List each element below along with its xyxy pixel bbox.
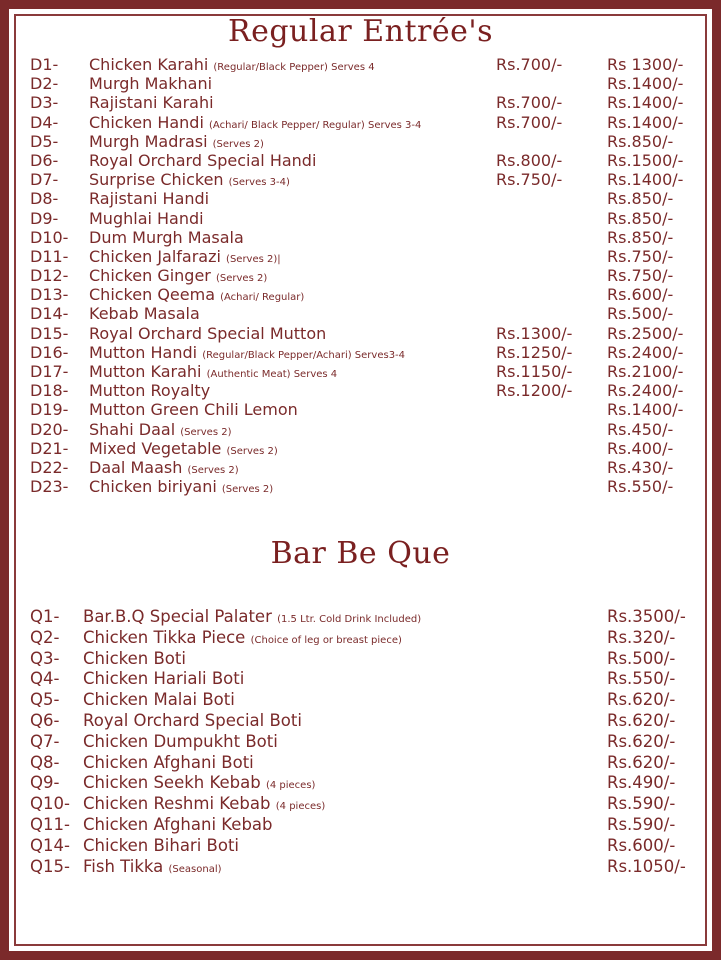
item-name-text: Chicken Ginger [89,266,211,286]
item-name-text: Chicken Karahi [89,55,209,74]
item-price-full: Rs.2400/- [607,381,684,401]
menu-item-row [0,439,721,458]
item-code: D18- [30,381,69,401]
item-name [83,856,222,880]
item-name-text: Daal Maash [89,457,183,477]
menu-item-row [0,209,721,228]
item-price: Rs.620/- [607,710,676,730]
item-note: (Serves 2) [226,445,278,457]
item-note: (Serves 2) [221,484,274,496]
section-title-entrees: Regular Entrée's [228,14,493,49]
menu-item-row [0,93,721,112]
item-name-text: Shahi Daal [89,419,176,439]
menu-item-row [0,772,721,793]
item-price-half: Rs.1200/- [496,381,573,401]
item-name-text: Rajistani Karahi [89,93,214,113]
item-code: Q14- [30,835,70,855]
item-code: D13- [30,285,69,305]
item-code: D10- [30,227,69,247]
item-name [89,477,273,499]
item-note: (Achari/ Black Pepper/ Regular) Serves 3-4 [209,119,422,131]
menu-item-row [0,304,721,323]
item-name-text: Mutton Karahi [89,362,202,381]
item-name-text: Chicken Qeema [89,285,215,305]
item-name-text: Mutton Handi [89,342,198,362]
item-code: D12- [30,266,69,286]
item-code: D5- [30,131,59,151]
item-price: Rs.620/- [607,690,676,710]
menu-item-row [0,856,721,877]
item-price-full: Rs.850/- [607,131,674,151]
menu-item-row [0,324,721,343]
menu-item-row [0,266,721,285]
item-price-half: Rs.700/- [496,55,563,74]
menu-item-row [0,752,721,773]
item-price-full: Rs.1400/- [607,170,684,190]
menu-item-row [0,381,721,400]
item-price-full: Rs.450/- [607,419,674,439]
item-price: Rs.590/- [607,794,676,814]
item-price-full: Rs.850/- [607,227,674,247]
item-price: Rs.620/- [607,752,676,772]
item-price: Rs.590/- [607,814,676,834]
menu-item-row [0,151,721,170]
item-price-half: Rs.750/- [496,170,563,190]
item-code: Q15- [30,856,70,876]
item-code: Q7- [30,731,60,751]
item-note: (4 pieces) [275,801,326,813]
item-price-full: Rs.430/- [607,457,674,477]
item-code: D17- [30,362,69,381]
item-price: Rs.600/- [607,835,676,855]
item-note: (Serves 2)| [226,253,281,265]
item-name-text: Chicken Jalfarazi [89,246,221,266]
menu-item-row [0,731,721,752]
item-code: D3- [30,93,59,113]
item-name-text: Chicken biriyani [89,477,217,497]
item-price: Rs.490/- [607,773,676,793]
item-code: Q8- [30,752,60,772]
item-price-full: Rs.750/- [607,266,674,286]
item-name-text: Fish Tikka [83,856,164,876]
item-code: Q4- [30,669,60,689]
item-price-half: Rs.800/- [496,150,563,170]
menu-item-row [0,814,721,835]
item-name-text: Dum Murgh Masala [89,227,244,247]
menu-item-row [0,400,721,419]
item-name-text: Bar.B.Q Special Palater [83,607,272,626]
entree-list [0,55,721,496]
item-note: (Serves 2) [215,273,268,285]
item-name-text: Chicken Afghani Kebab [83,814,273,834]
item-code: D9- [30,208,59,228]
menu-item-row [0,793,721,814]
item-name-text: Surprise Chicken [89,170,224,190]
item-note: (Serves 2) [212,138,264,150]
menu-item-row [0,627,721,648]
item-note: (Authentic Meat) Serves 4 [206,369,338,380]
menu-item-row [0,247,721,266]
item-note: (Regular/Black Pepper/Achari) Serves3-4 [202,349,406,361]
item-name-text: Rajistani Handi [89,189,210,209]
item-name-text: Mutton Green Chili Lemon [89,400,298,420]
menu-item-row [0,74,721,93]
item-code: D11- [30,246,69,266]
item-price: Rs.3500/- [607,607,686,626]
item-name-text: Murgh Makhani [89,74,213,94]
menu-item-row [0,228,721,247]
item-price-full: Rs 1300/- [607,55,684,74]
item-name-text: Mutton Royalty [89,381,211,401]
item-name-text: Chicken Afghani Boti [83,752,254,772]
menu-item-row [0,362,721,381]
item-code: Q9- [30,773,60,793]
item-name-text: Chicken Bihari Boti [83,835,240,855]
item-name-text: Royal Orchard Special Mutton [89,323,327,343]
item-name-text: Chicken Tikka Piece [83,627,246,647]
item-code: Q2- [30,627,60,647]
item-code: D14- [30,304,69,324]
menu-item-row [0,710,721,731]
item-note: (Achari/ Regular) [220,292,305,304]
item-code: D4- [30,112,59,132]
item-name-text: Royal Orchard Special Boti [83,710,302,730]
item-name-text: Chicken Malai Boti [83,690,235,710]
item-price-full: Rs.550/- [607,477,674,497]
item-name-text: Kebab Masala [89,304,200,324]
item-price-half: Rs.700/- [496,112,563,132]
menu-item-row [0,606,721,627]
item-price: Rs.1050/- [607,856,686,876]
item-name-text: Mixed Vegetable [89,438,222,458]
item-name-text: Chicken Boti [83,648,186,668]
item-code: Q11- [30,814,70,834]
item-code: Q10- [30,794,70,814]
item-price-full: Rs.400/- [607,438,674,458]
menu-item-row [0,477,721,496]
item-price-full: Rs.850/- [607,208,674,228]
item-price-half: Rs.1300/- [496,323,573,343]
item-code: D22- [30,457,69,477]
item-price-full: Rs.1500/- [607,150,684,170]
item-code: Q3- [30,648,60,668]
menu-item-row [0,420,721,439]
item-price-half: Rs.1250/- [496,342,573,362]
item-price-full: Rs.1400/- [607,74,684,94]
item-code: D19- [30,400,69,420]
item-code: Q1- [30,607,60,626]
item-code: D6- [30,150,59,170]
item-code: Q5- [30,690,60,710]
item-note: (Serves 3-4) [228,177,290,189]
item-name-text: Murgh Madrasi [89,131,208,151]
item-code: D8- [30,189,59,209]
item-note: (4 pieces) [265,780,316,792]
menu-item-row [0,343,721,362]
item-name-text: Chicken Handi [89,112,204,132]
item-price-half: Rs.1150/- [496,362,573,381]
menu-item-row [0,689,721,710]
item-code: D15- [30,323,69,343]
item-price-full: Rs.1400/- [607,112,684,132]
item-price-full: Rs.850/- [607,189,674,209]
menu-item-row [0,113,721,132]
item-code: D2- [30,74,59,94]
item-code: D7- [30,170,59,190]
item-note: (Seasonal) [168,863,222,875]
menu-item-row [0,285,721,304]
item-price-full: Rs.1400/- [607,93,684,113]
item-note: (Serves 2) [187,464,239,476]
menu-item-row [0,189,721,208]
menu-item-row [0,132,721,151]
menu-item-row [0,835,721,856]
item-note: (Regular/Black Pepper) Serves 4 [213,62,375,73]
item-price-full: Rs.750/- [607,246,674,266]
item-price-half: Rs.700/- [496,93,563,113]
item-price-full: Rs.600/- [607,285,674,305]
menu-item-row [0,668,721,689]
item-note: (Serves 2) [180,426,232,438]
item-price: Rs.620/- [607,731,676,751]
menu-item-row [0,170,721,189]
item-name-text: Royal Orchard Special Handi [89,150,317,170]
item-name-text: Chicken Dumpukht Boti [83,731,278,751]
menu-item-row [0,458,721,477]
item-name-text: Chicken Hariali Boti [83,669,245,689]
item-price-full: Rs.500/- [607,304,674,324]
item-code: D1- [30,55,59,74]
item-price-full: Rs.1400/- [607,400,684,420]
bbq-list [0,606,721,876]
item-price-full: Rs.2400/- [607,342,684,362]
item-note: (1.5 Ltr. Cold Drink Included) [277,614,422,625]
menu-item-row [0,55,721,74]
item-code: D23- [30,477,69,497]
item-name-text: Chicken Reshmi Kebab [83,794,271,814]
item-note: (Choice of leg or breast piece) [250,634,402,646]
item-code: D21- [30,438,69,458]
item-name-text: Mughlai Handi [89,208,204,228]
item-price-full: Rs.2100/- [607,362,684,381]
item-price: Rs.500/- [607,648,676,668]
item-price: Rs.550/- [607,669,676,689]
item-code: D20- [30,419,69,439]
section-title-bbq: Bar Be Que [270,536,451,571]
item-name-text: Chicken Seekh Kebab [83,773,261,793]
item-price: Rs.320/- [607,627,676,647]
item-code: Q6- [30,710,60,730]
item-price-full: Rs.2500/- [607,323,684,343]
item-code: D16- [30,342,69,362]
menu-item-row [0,648,721,669]
